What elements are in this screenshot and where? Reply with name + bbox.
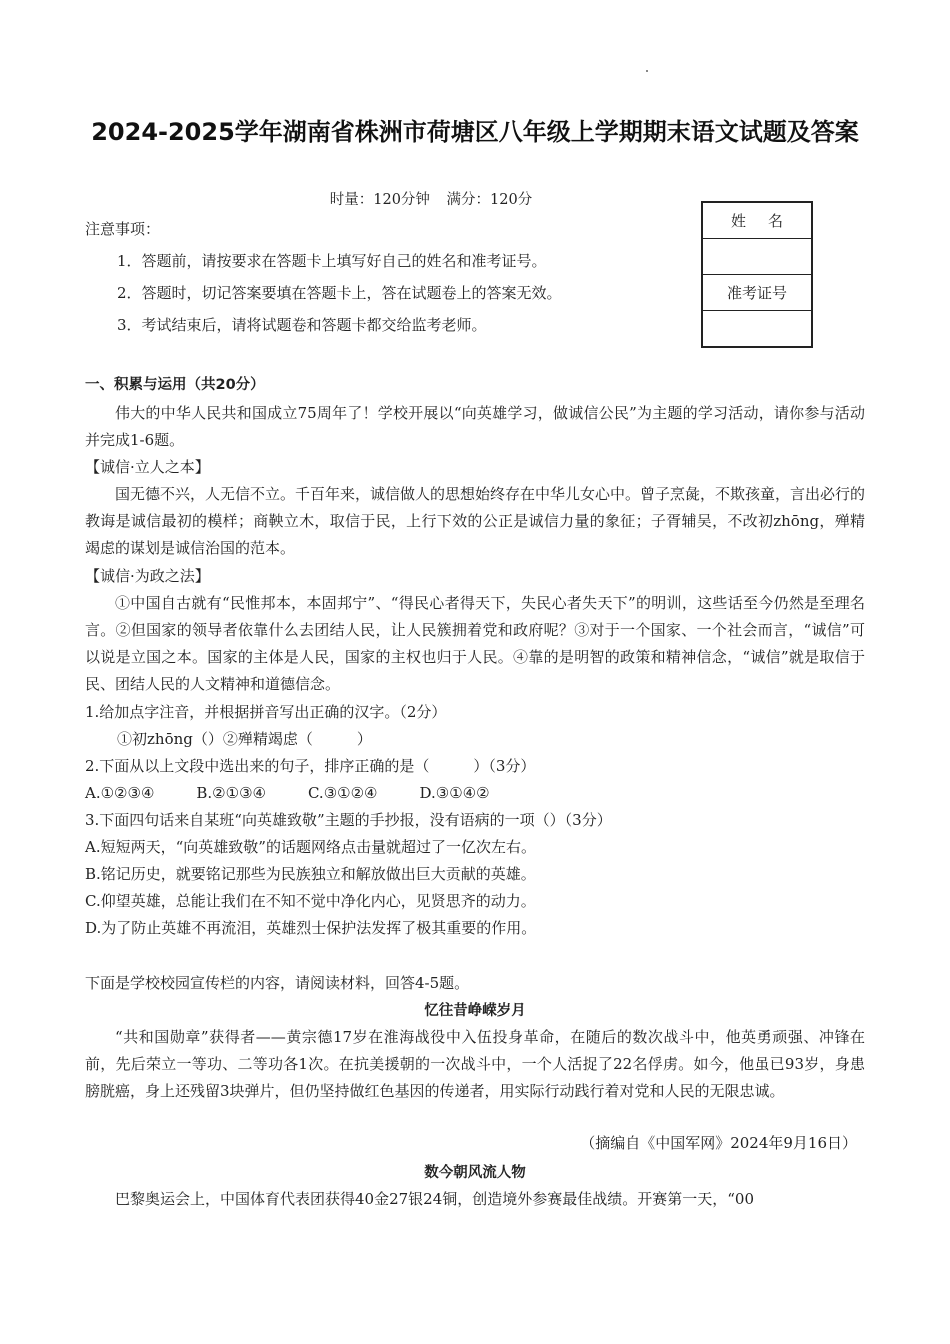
question-3: 3.下面四句话来自某班“向英雄致敬”主题的手抄报，没有语病的一项（）（3分）	[85, 811, 612, 829]
option: B.②①③④	[196, 784, 266, 802]
note-item: 1．答题前，请按要求在答题卡上填写好自己的姓名和准考证号。	[117, 252, 547, 270]
section-heading: 一、积累与运用（共20分）	[85, 377, 265, 393]
question-1-items	[117, 726, 372, 753]
note-item: 2．答题时，切记答案要填在答题卡上，答在试题卷上的答案无效。	[117, 284, 562, 302]
question-2-options	[85, 780, 532, 807]
option: A.①②③④	[85, 784, 155, 802]
question-2	[85, 753, 535, 780]
note-item: 3．考试结束后，请将试题卷和答题卡都交给监考老师。	[117, 316, 487, 334]
notes-heading: 注意事项：	[85, 220, 161, 238]
score-label: 满分：120分	[446, 192, 533, 208]
article-title: 忆往昔峥嵘岁月	[424, 1003, 526, 1019]
block-text: 国无德不兴，人无信不立。千百年来，诚信做人的思想始终存在中华儿女心中。曾子烹彘，不欺孩童，言出必行的教诲是诚信最初的模样；商鞅立木，取信于民，上行下效的公正是诚信力量的象征；子胥辅吴，不改初zhōng，殚精竭虑的谋划是诚信治国的范本。	[85, 485, 866, 557]
time-label: 时量：120分钟	[329, 192, 430, 208]
q2-close: ）（3分）	[473, 757, 536, 775]
block-heading: 【诚信·立人之本】	[85, 458, 210, 476]
name-label-cell	[703, 203, 811, 239]
q2-stem: 2.下面从以上文段中选出来的句子，排序正确的是（	[85, 757, 430, 775]
id-label: 准考证号	[726, 284, 787, 302]
option: C.③①②④	[307, 784, 378, 802]
option: A.短短两天，“向英雄致敬”的话题网络点击量就超过了一亿次左右。	[85, 838, 536, 856]
candidate-info-box	[701, 201, 813, 348]
q1-close: ）	[356, 730, 372, 748]
id-label-cell	[703, 275, 811, 311]
block-heading: 【诚信·为政之法】	[85, 567, 210, 585]
id-input-cell	[703, 311, 811, 346]
article-text: 巴黎奥运会上，中国体育代表团获得40金27银24铜，创造境外参赛最佳战绩。开赛第一天，“00	[115, 1190, 755, 1208]
name-input-cell	[703, 239, 811, 275]
option: D.为了防止英雄不再流泪，英雄烈士保护法发挥了极其重要的作用。	[85, 919, 537, 937]
option: C.仰望英雄，总能让我们在不知不觉中净化内心，见贤思齐的动力。	[85, 892, 536, 910]
q1-items: ①初zhōng（）②殚精竭虑（	[117, 730, 313, 748]
reading-intro: 下面是学校校园宣传栏的内容，请阅读材料，回答4-5题。	[85, 974, 470, 992]
section-intro: 伟大的中华人民共和国成立75周年了！学校开展以“向英雄学习，做诚信公民”为主题的学习活动，请你参与活动并完成1-6题。	[85, 404, 865, 449]
option: B.铭记历史，就要铭记那些为民族独立和解放做出巨大贡献的英雄。	[85, 865, 536, 883]
option: D.③①④②	[419, 784, 490, 802]
exam-title: 2024-2025学年湖南省株洲市荷塘区八年级上学期期末语文试题及答案	[91, 118, 859, 146]
article-text: “共和国勋章”获得者——黄宗德17岁在淮海战役中入伍投身革命，在随后的数次战斗中，他英勇顽强、冲锋在前，先后荣立一等功、二等功各1次。在抗美援朝的一次战斗中，一个人活捉了22名俘虏。如今，他虽已93岁，身患膀胱癌，身上还残留3块弹片，但仍坚持做红色基因的传递者，用实际行动践行着对党和人民的无限忠诚。	[85, 1028, 865, 1100]
name-label: 姓名	[730, 212, 805, 230]
article-source: （摘编自《中国军网》2024年9月16日）	[580, 1134, 857, 1152]
block-text: ①中国自古就有“民惟邦本，本固邦宁”、“得民心者得天下，失民心者失天下”的明训，这些话至今仍然是至理名言。②但国家的领导者依靠什么去团结人民，让人民簇拥着党和政府呢？③对于一个国家、一个社会而言，“诚信”可以说是立国之本。国家的主体是人民，国家的主权也归于人民。④靠的是明智的政策和精神信念，“诚信”就是取信于民、团结人民的人文精神和道德信念。	[85, 594, 865, 693]
question-1: 1.给加点字注音，并根据拼音写出正确的汉字。（2分）	[85, 703, 447, 721]
article-title: 数今朝风流人物	[424, 1165, 526, 1181]
speck	[646, 70, 648, 72]
